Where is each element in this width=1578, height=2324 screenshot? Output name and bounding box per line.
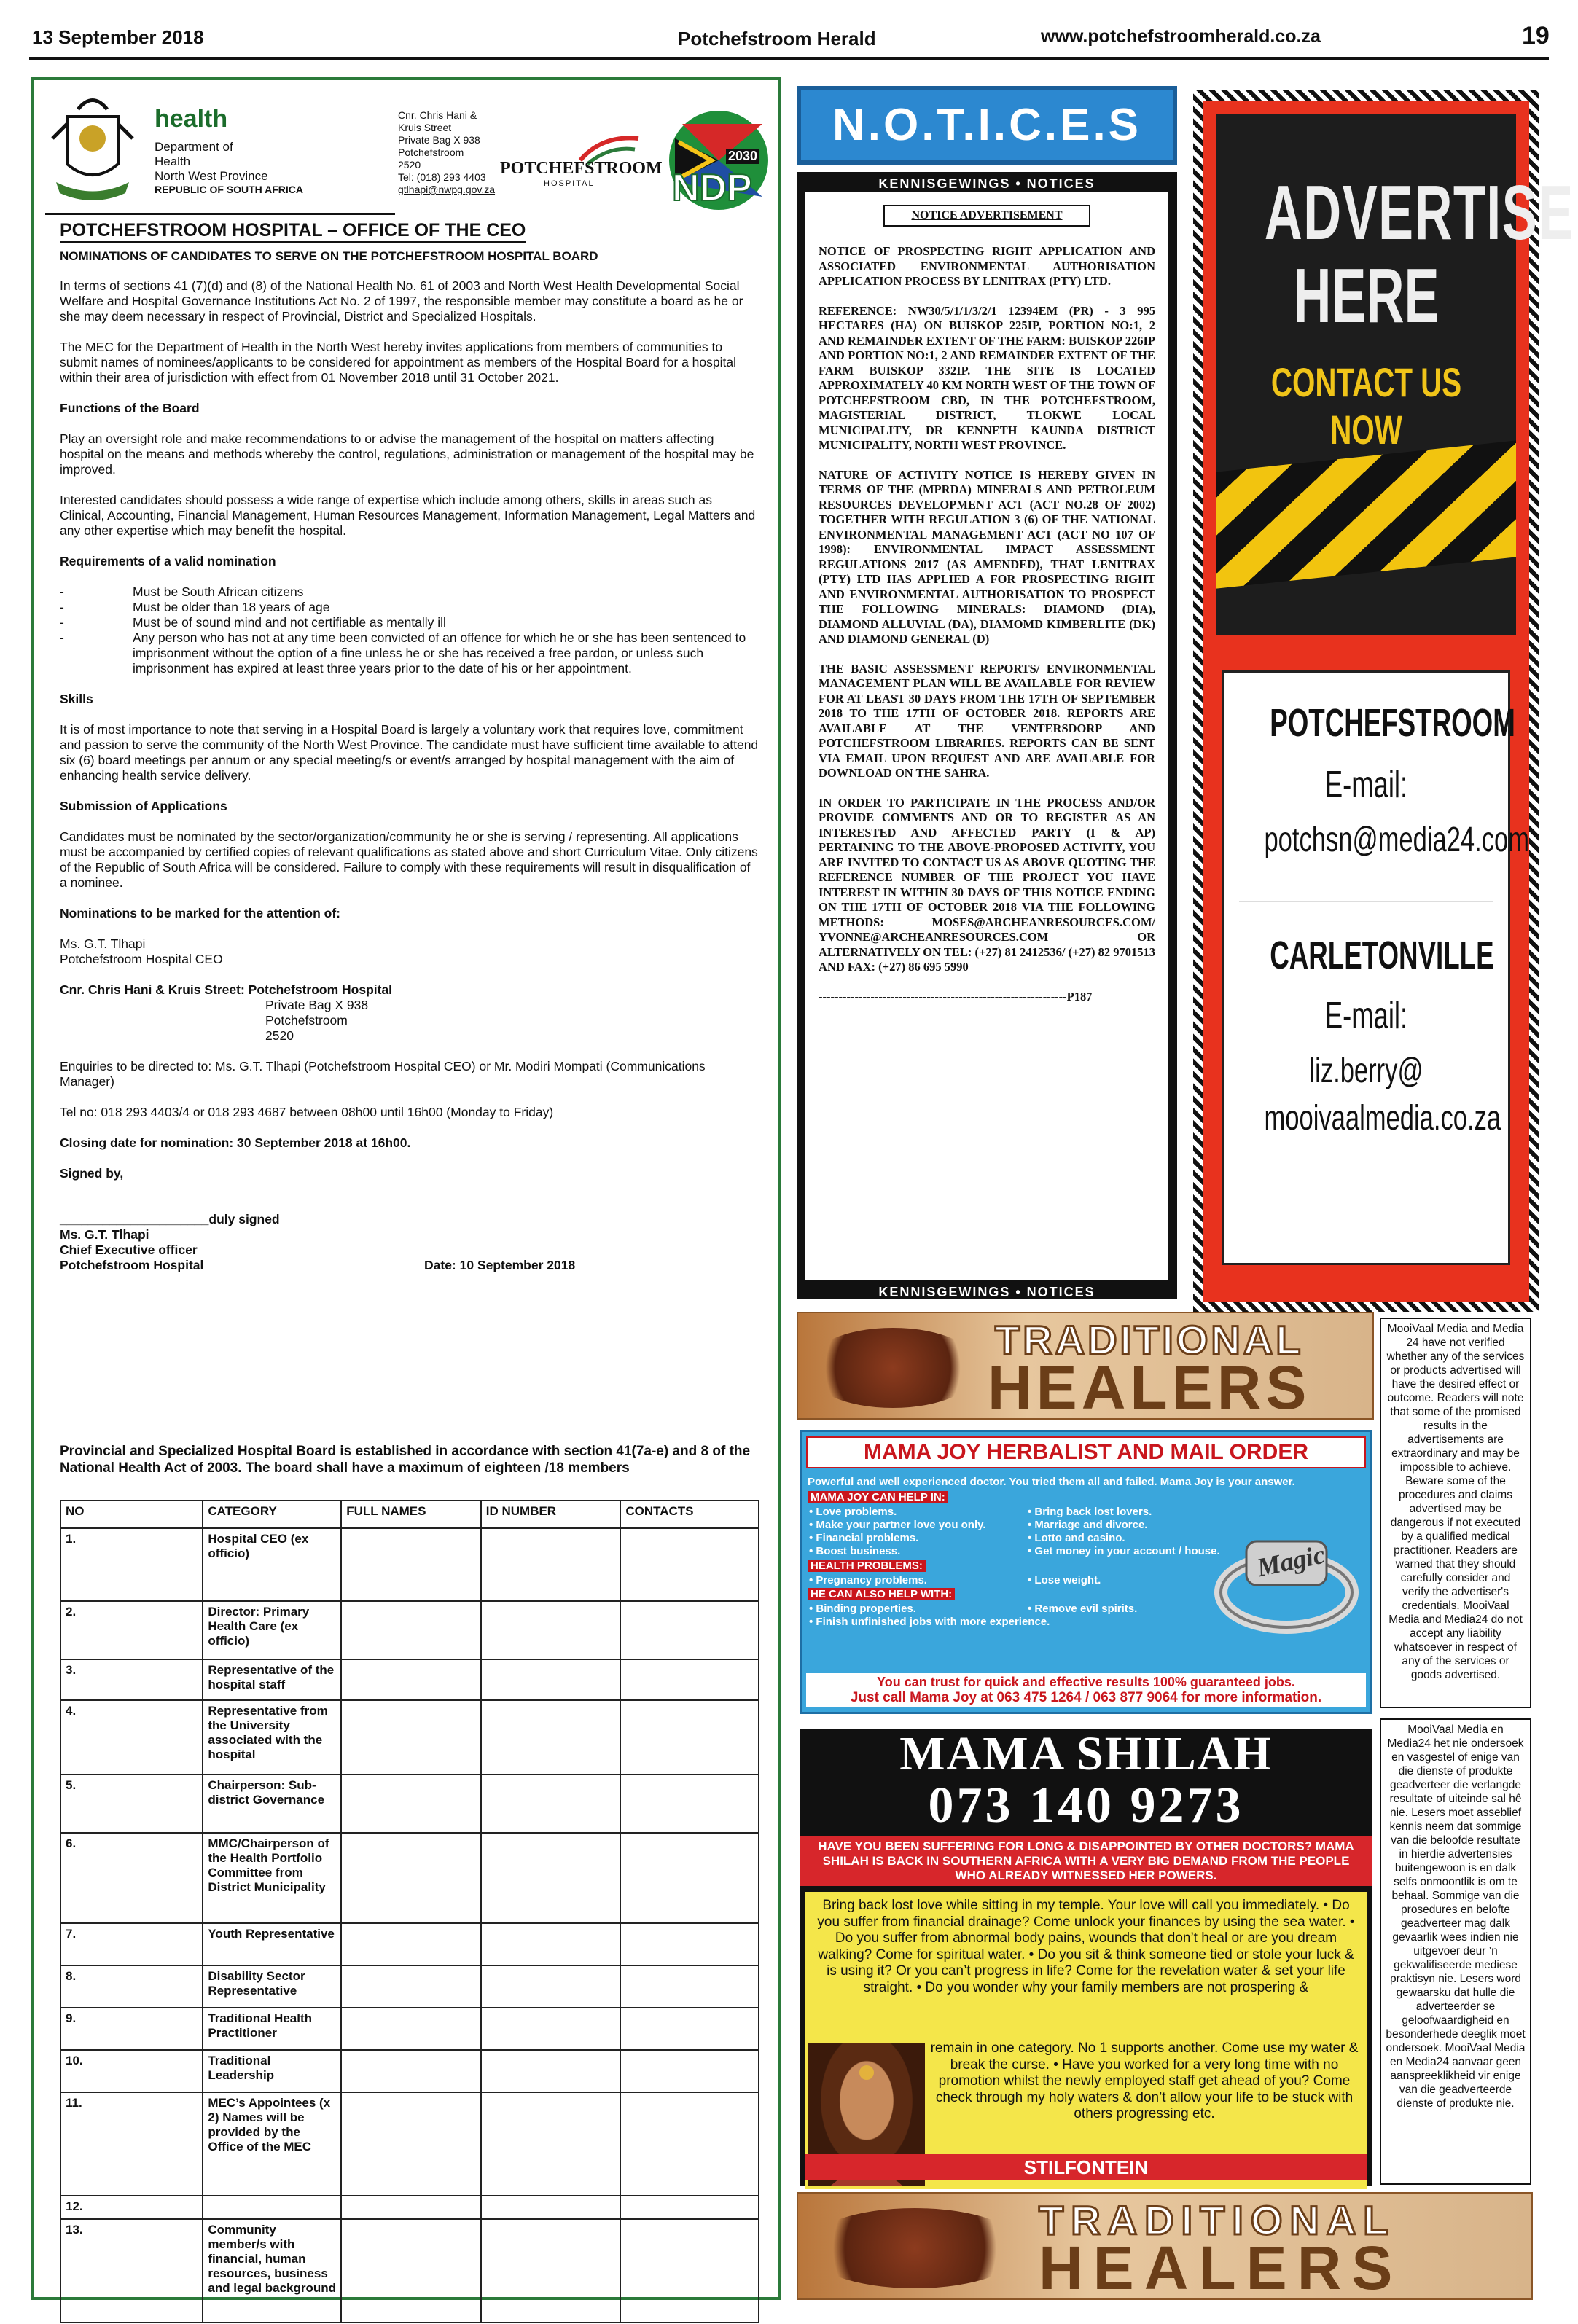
advert-board <box>1216 114 1574 635</box>
list-item: - Must be of sound mind and not certifiable as mentally ill <box>60 615 446 630</box>
row-category: MMC/Chairperson of the Health Portfolio Committee from District Municipality <box>203 1833 341 1923</box>
id-number-cell[interactable] <box>481 1833 621 1923</box>
row-number: 11. <box>60 2092 203 2196</box>
mama-joy-title-bar <box>806 1436 1366 1468</box>
advert-line3[interactable]: CONTACT US NOW <box>1270 359 1462 453</box>
healers-word1: TRADITIONAL <box>1039 2197 1396 2243</box>
notice-title: NOTICE ADVERTISEMENT <box>911 209 1063 222</box>
section-heading: Nominations to be marked for the attention of: <box>60 906 341 920</box>
table-row <box>60 1923 759 1965</box>
notice-paragraph: REFERENCE: NW30/5/1/1/3/2/1 12394EM (PR) - 3 995 HECTARES (HA) ON BUISKOP 225IP, PORTION NO:1, 2 AND REMAINDER EXTENT OF THE FARM: BUISKOP 226IP AND PORTION NO:1, 2 AND REMAINDER EXTENT OF THE FARM BUISKOP 332IP. THE SITE IS LOCATED APPROXIMATELY 40 KM NORTH WEST OF THE TOWN OF POTCHEFSTROOM CBD, IN THE POTCHEFSTROOM, MAGISTERIAL DISTRICT, TLOKWE LOCAL MUNICIPALITY, DR KENNETH KAUNDA DISTRICT MUNICIPALITY, NORTH WEST PROVINCE. <box>819 303 1155 452</box>
row-number: 8. <box>60 1965 203 2008</box>
also-heading: HE CAN ALSO HELP WITH: <box>808 1588 955 1600</box>
notice-title: POTCHEFSTROOM HOSPITAL – OFFICE OF THE CEO <box>60 220 526 243</box>
full-names-cell[interactable] <box>341 2219 481 2323</box>
service-item: • Make your partner love you only. <box>809 1519 986 1531</box>
row-number: 9. <box>60 2008 203 2050</box>
shilah-town: STILFONTEIN <box>805 2154 1367 2180</box>
id-number-cell[interactable] <box>481 1923 621 1965</box>
shilah-body-side: remain in one category. No 1 supports another. Come use my water & break the curse. • Have you worked for a very long time with no promotion whilst the newly employed staff get ahead of you? Come check through my holy waters & don’t allow your life to be stuck with others progressing etc. <box>930 2041 1359 2121</box>
signed-by: Signed by, <box>60 1166 124 1181</box>
signatory-name: Ms. G.T. Tlhapi <box>60 1227 149 1242</box>
notices-strip-top: KENNISGEWINGS • NOTICES <box>878 176 1095 191</box>
disclaimer-afrikaans: MooiVaal Media en Media24 het nie ondersoek en vasgestel of enige van die dienste of produkte geadverteer die verlangde resultate of uiteinde sal hê nie. Lesers moet asseblief kennis neem dat sommige van die beloofde resultate in hierdie advertensies buitengewoon is en dalk selfs onmoontlik is om te behaal. Sommige van die prosedures en belofte geadverteer mag dalk gevaarlik wees indien nie uitgevoer deur ’n gekwalifiseerde mediese praktisyn nie. Lesers word gewaarsku dat hulle die adverteerder se geloofwaardigheid en besonderhede deeglik moet ondersoek. MooiVaal Media en Media24 aanvaar geen aanspreeklikheid vir enige van die geadverteerde dienste of produkte nie. <box>1380 1718 1531 2185</box>
contacts-cell[interactable] <box>620 1528 759 1601</box>
contact-email-label-2: E-mail: <box>1324 995 1408 1037</box>
column-header: CATEGORY <box>203 1501 341 1528</box>
list-item-text: Any person who has not at any time been convicted of an offence for which he or she has been sentenced to imprisonment without the option of a fine unless he or she has received a free pardon, or unless such imprisonment has expired at least three years prior to the date of his or her appointment. <box>133 630 746 676</box>
notice-paragraph: NOTICE OF PROSPECTING RIGHT APPLICATION AND ASSOCIATED ENVIRONMENTAL AUTHORISATION APPLICATION PROCESS BY LENITRAX (PTY) LTD. <box>819 244 1155 288</box>
hospital-notice <box>31 77 781 2300</box>
table-row <box>60 2196 759 2219</box>
contacts-cell[interactable] <box>620 2008 759 2050</box>
contacts-cell[interactable] <box>620 1659 759 1700</box>
notice-paragraph: NATURE OF ACTIVITY NOTICE IS HEREBY GIVEN IN TERMS OF THE (MPRDA) MINERALS AND PETROLEUM RESOURCES DEVELOPMENT ACT (ACT NO.28 OF 2002) TOGETHER WITH REGULATION 3 (6) OF THE NATIONAL ENVIRONMENTAL MANAGEMENT ACT (ACT NO 107 OF 1998): ENVIRONMENTAL IMPACT ASSESSMENT REGULATIONS 2017 (AS AMENDED), THAT LENITRAX (PTY) LTD HAS APPLIED A FOR PROSPECTING RIGHT AND ENVIRONMENTAL AUTHORISATION TO PROSPECT THE FOLLOWING MINERALS: DIAMOND (DIA), DIAMOND ALLUVIAL (DA), DIAMOMD KIMBERLITE (DK) AND DIAMOND GENERAL (D) <box>819 467 1155 646</box>
table-row <box>60 1775 759 1833</box>
address-label: Cnr. Chris Hani & Kruis Street: Potchefstroom Hospital <box>60 982 393 997</box>
id-number-cell[interactable] <box>481 2008 621 2050</box>
contacts-cell[interactable] <box>620 2196 759 2219</box>
mama-joy-help-heading: MAMA JOY CAN HELP IN: <box>808 1491 948 1503</box>
notices-banner <box>797 86 1177 165</box>
board-note: Provincial and Specialized Hospital Board is established in accordance with section 41(7a-e) and 8 of the National Health Act of 2003. The board shall have a maximum of eighteen /18 members <box>60 1444 751 1476</box>
service-item: • Pregnancy problems. <box>809 1574 927 1586</box>
advert-line1: ADVERTISE <box>1264 170 1574 256</box>
notice-subtitle: NOMINATIONS OF CANDIDATES TO SERVE ON THE POTCHEFSTROOM HOSPITAL BOARD <box>60 249 598 263</box>
column-header: ID NUMBER <box>481 1501 621 1528</box>
notice-inner <box>805 192 1168 1280</box>
mama-joy-call[interactable]: Just call Mama Joy at 063 475 1264 / 063 877 9064 for more information. <box>850 1690 1322 1705</box>
section-heading: Functions of the Board <box>60 401 200 415</box>
paragraph: In terms of sections 41 (7)(d) and (8) of the National Health No. 61 of 2003 and North West Health Developmental Social Welfare and Hospital Governance Institutions Act No. 2 of 1997, the responsible member may constitute a board as he or she may deem necessary in respect of Provincial, District and Specialized Hospitals. <box>60 278 743 324</box>
address-line: Kruis Street <box>398 122 452 133</box>
section-heading: Submission of Applications <box>60 799 227 813</box>
notice-paragraph: IN ORDER TO PARTICIPATE IN THE PROCESS AND/OR PROVIDE COMMENTS AND OR TO REGISTER AS AN INTERESTED AND AFFECTED PARTY (I & AP) PERTAINING TO THE ABOVE-PROPOSED ACTIVITY, YOU ARE INVITED TO CONTACT US AS ABOVE QUOTING THE REFERENCE NUMBER OF THE PROJECT YOU HAVE INTEREST IN WITHIN 30 DAYS OF THIS NOTICE ENDING ON THE 17TH OF OCTOBER 2018 VIA THE FOLLOWING METHODS: MOSES@ARCHEANRESOURCES.COM/ YVONNE@ARCHEANRESOURCES.COM OR ALTERNATIVELY ON TEL: (+27) 81 2412536/ (+27) 82 9701513 AND FAX: (+27) 86 695 5990 <box>819 795 1155 974</box>
column-header: FULL NAMES <box>341 1501 481 1528</box>
closing-date: Closing date for nomination: 30 September 2018 at 16h00. <box>60 1135 411 1150</box>
paper-url[interactable]: www.potchefstroomherald.co.za <box>1041 26 1321 47</box>
requirements-list <box>60 584 759 676</box>
contact-email-label-1: E-mail: <box>1324 764 1408 806</box>
notices-banner-text: N.O.T.I.C.E.S <box>832 100 1142 150</box>
full-names-cell[interactable] <box>341 2008 481 2050</box>
table-header-row <box>60 1501 759 1528</box>
id-number-cell[interactable] <box>481 2219 621 2323</box>
service-item: • Financial problems. <box>809 1532 919 1544</box>
row-category: Chairperson: Sub-district Governance <box>203 1775 341 1833</box>
healers-word2: HEALERS <box>1039 2234 1403 2302</box>
paragraph: Interested candidates should possess a wide range of expertise which include among others, skills in areas such as Clinical, Accounting, Financial Management, Human Resources Management, Information Management, Legal Matters and any other expertise which may benefit the hospital. <box>60 493 756 538</box>
row-category: Community member/s with financial, human resources, business and legal background <box>203 2219 341 2323</box>
page-number: 19 <box>1522 22 1550 50</box>
paragraph: The MEC for the Department of Health in the North West hereby invites applications from members of communities to submit names of nominees/applicants to be considered for appointment as members of the Hospital Board for a hospital within their area of jurisdiction with effect from 01 November 2018 until 31 October 2021. <box>60 340 737 385</box>
potch-logo-sub: HOSPITAL <box>544 179 595 188</box>
contact-card <box>1222 670 1530 1265</box>
address-line: Potchefstroom <box>398 146 464 158</box>
full-names-cell[interactable] <box>341 1775 481 1833</box>
notice-text <box>819 244 1155 1004</box>
board-table <box>60 1500 759 2323</box>
signature-line: _____________________duly signed <box>60 1212 280 1226</box>
logo-rule <box>45 213 395 215</box>
nomination-table <box>60 1500 759 2323</box>
paragraph: Play an oversight role and make recommendations to or advise the management of the hospital on matters affecting hospital on the means and methods whereby the control, regulations, administration or management of the hospital may be improved. <box>60 431 754 477</box>
shilah-body <box>805 1892 1367 2189</box>
table-row <box>60 1601 759 1659</box>
row-category: Hospital CEO (ex officio) <box>203 1528 341 1601</box>
full-names-cell[interactable] <box>341 1659 481 1700</box>
address-block-line: Potchefstroom <box>265 1013 348 1028</box>
page-date: 13 September 2018 <box>32 26 204 48</box>
notice-reference: --------------------------------------------------------------P187 <box>819 989 1093 1003</box>
full-names-cell[interactable] <box>341 1700 481 1775</box>
contacts-cell[interactable] <box>620 1833 759 1923</box>
shilah-body-top: Bring back lost love while sitting in my temple. Your love will call you immediately. • Do you suffer from financial drainage? Come unlock your finances by using the sea water. • Do you suffer from abnormal body pains, wounds that don’t heal or are you dream walking? Come for spiritual water. • Do you sit & think someone tied or stole your luck & is using it? Or you can’t progress in life? Come for the revelation water & set your life straight. • Do you wonder why your family members are not prospering & <box>817 1898 1355 1995</box>
ndp-text: NDP <box>672 167 752 209</box>
full-names-cell[interactable] <box>341 1965 481 2008</box>
potch-hospital-logo <box>500 131 663 189</box>
address-line[interactable]: gtlhapi@nwpg.gov.za <box>398 184 496 195</box>
id-number-cell[interactable] <box>481 1700 621 1775</box>
advert-inner <box>1203 101 1574 1302</box>
contact-city-1: POTCHEFSTROOM <box>1270 701 1515 745</box>
logo-line1: Department of <box>155 140 233 154</box>
table-row <box>60 1528 759 1601</box>
row-number: 6. <box>60 1833 203 1923</box>
mortar-icon <box>805 1328 980 1408</box>
contacts-cell[interactable] <box>620 1775 759 1833</box>
notice-paragraph: THE BASIC ASSESSMENT REPORTS/ ENVIRONMENTAL MANAGEMENT PLAN WILL BE AVAILABLE FOR REVIEW FOR AT LEAST 30 DAYS FROM THE 17TH OF SEPTEMBER 2018 TO THE 17TH OF OCTOBER 2018. REPORTS ARE AVAILABLE AT THE VENTERSDORP AND POTCHEFSTROOM LIBRARIES. REPORTS CAN BE SENT VIA EMAIL UPON REQUEST AND ARE AVAILABLE FOR DOWNLOAD ON THE SAHRA. <box>819 661 1155 780</box>
contact-email-1[interactable]: potchsn@media24.com <box>1264 821 1530 859</box>
service-item: • Lose weight. <box>1028 1574 1101 1586</box>
full-names-cell[interactable] <box>341 2050 481 2092</box>
column-header: NO <box>60 1501 203 1528</box>
table-row <box>60 1700 759 1775</box>
contact-divider <box>1239 901 1493 902</box>
table-row <box>60 2050 759 2092</box>
service-item: • Bring back lost lovers. <box>1028 1506 1152 1518</box>
section-heading: Requirements of a valid nomination <box>60 554 276 568</box>
service-item: • Boost business. <box>809 1545 901 1557</box>
logo-line3: North West Province <box>155 169 268 183</box>
hospital-address <box>398 109 495 196</box>
service-item: • Remove evil spirits. <box>1028 1603 1138 1615</box>
row-number: 7. <box>60 1923 203 1965</box>
telephone: Tel no: 018 293 4403/4 or 018 293 4687 between 08h00 until 16h00 (Monday to Friday) <box>60 1105 554 1119</box>
row-number: 13. <box>60 2219 203 2323</box>
full-names-cell[interactable] <box>341 2196 481 2219</box>
table-row <box>60 2008 759 2050</box>
mama-joy-ad <box>800 1430 1372 1714</box>
list-item-text: Must be South African citizens <box>133 584 304 599</box>
service-item: • Binding properties. <box>809 1603 916 1615</box>
id-number-cell[interactable] <box>481 2092 621 2196</box>
column-header: CONTACTS <box>620 1501 759 1528</box>
row-category: Director: Primary Health Care (ex officio) <box>203 1601 341 1659</box>
ring-image <box>1210 1519 1363 1636</box>
row-number: 12. <box>60 2196 203 2219</box>
row-number: 2. <box>60 1601 203 1659</box>
ring-text: Magic <box>1254 1539 1328 1583</box>
notice-title-box <box>883 205 1090 227</box>
logo-line4: REPUBLIC OF SOUTH AFRICA <box>155 184 304 195</box>
list-item: - Must be South African citizens <box>60 584 304 599</box>
mama-shilah-ad <box>800 1729 1372 2186</box>
address-line: Cnr. Chris Hani & <box>398 109 477 121</box>
paper-name: Potchefstroom Herald <box>678 28 876 50</box>
service-item: • Lotto and casino. <box>1028 1532 1125 1544</box>
mama-joy-title: MAMA JOY HERBALIST AND MAIL ORDER <box>863 1440 1309 1464</box>
healers-word1: TRADITIONAL <box>995 1317 1304 1363</box>
contact-email-2b[interactable]: mooivaalmedia.co.za <box>1264 1099 1501 1138</box>
row-category: Youth Representative <box>203 1923 341 1965</box>
service-item: • Finish unfinished jobs with more experience. <box>809 1616 1050 1628</box>
row-category: MEC’s Appointees (x 2) Names will be provided by the Office of the MEC <box>203 2092 341 2196</box>
table-row <box>60 2092 759 2196</box>
paragraph: It is of most importance to note that serving in a Hospital Board is largely a voluntary work that requires love, commitment and passion to serve the community of the North West Province. The candidate must have sufficient time available to attend six (6) board meetings per annum or any special meeting/s or event/s arranged by hospital management with the aim of enhancing health service delivery. <box>60 722 759 783</box>
logo-line2: Health <box>155 154 191 168</box>
address-line: Private Bag X 938 <box>398 134 480 146</box>
ndp-year: 2030 <box>726 149 759 164</box>
potch-logo-text: POTCHEFSTROOM <box>500 159 663 178</box>
row-number: 5. <box>60 1775 203 1833</box>
id-number-cell[interactable] <box>481 1601 621 1659</box>
table-row <box>60 2219 759 2323</box>
service-item: • Marriage and divorce. <box>1028 1519 1148 1531</box>
coat-of-arms-icon <box>45 95 140 204</box>
contacts-cell[interactable] <box>620 1965 759 2008</box>
row-category: Disability Sector Representative <box>203 1965 341 2008</box>
service-item: • Get money in your account / house. <box>1028 1545 1220 1557</box>
row-number: 3. <box>60 1659 203 1700</box>
id-number-cell[interactable] <box>481 2196 621 2219</box>
healers-banner-bottom <box>797 2192 1533 2300</box>
signature-date: Date: 10 September 2018 <box>424 1258 576 1272</box>
address-line: Tel: (018) 293 4403 <box>398 171 486 183</box>
row-category: Representative from the University associated with the hospital <box>203 1700 341 1775</box>
attention-line: Ms. G.T. Tlhapi <box>60 936 146 951</box>
advert-frame <box>1193 90 1574 1312</box>
advert-line2: HERE <box>1293 253 1440 339</box>
mama-joy-footer <box>806 1673 1366 1707</box>
mortar-icon <box>805 2208 1024 2288</box>
table-row <box>60 1965 759 2008</box>
contacts-cell[interactable] <box>620 1601 759 1659</box>
healers-word2: HEALERS <box>988 1353 1311 1422</box>
ndp-logo <box>660 109 777 211</box>
shilah-phone[interactable]: 073 140 9273 <box>928 1777 1244 1834</box>
full-names-cell[interactable] <box>341 1528 481 1601</box>
healers-banner-top <box>797 1312 1374 1420</box>
full-names-cell[interactable] <box>341 1833 481 1923</box>
id-number-cell[interactable] <box>481 1528 621 1601</box>
contacts-cell[interactable] <box>620 2092 759 2196</box>
contact-city-2: CARLETONVILLE <box>1270 934 1494 977</box>
shilah-banner: HAVE YOU BEEN SUFFERING FOR LONG & DISAPPOINTED BY OTHER DOCTORS? MAMA SHILAH IS BACK IN SOUTHERN AFRICA WITH A VERY BIG DEMAND FROM THE PEOPLE WHO ALREADY WITNESSED HER POWERS. <box>800 1836 1372 1886</box>
paragraph: Candidates must be nominated by the sector/organization/community he or she is serving / representing. All applications must be accompanied by certified copies of relevant qualifications as stated above and short Curriculum Vitae. Only citizens of the Republic of South Africa will be considered. Failure to comply with these requirements will result in disqualification of a nominee. <box>60 829 758 890</box>
full-names-cell[interactable] <box>341 1601 481 1659</box>
address-block-line: Private Bag X 938 <box>265 998 369 1012</box>
row-category: Traditional Leadership <box>203 2050 341 2092</box>
table-row <box>60 1833 759 1923</box>
full-names-cell[interactable] <box>341 2092 481 2196</box>
contacts-cell[interactable] <box>620 1923 759 1965</box>
list-item: - Any person who has not at any time been convicted of an offence for which he or she has been sentenced to imprisonment without the option of a fine unless he or she has received a free pardon, or unless such imprisonment has expired at least three years prior to the date of his or her appointment. <box>60 630 759 676</box>
row-category <box>203 2196 341 2219</box>
row-number: 1. <box>60 1528 203 1601</box>
attention-line: Potchefstroom Hospital CEO <box>60 952 223 966</box>
row-category: Traditional Health Practitioner <box>203 2008 341 2050</box>
health-heading: HEALTH PROBLEMS: <box>808 1560 926 1572</box>
table-row <box>60 1659 759 1700</box>
list-item-text: Must be older than 18 years of age <box>133 600 330 614</box>
contacts-cell[interactable] <box>620 2219 759 2323</box>
contacts-cell[interactable] <box>620 2050 759 2092</box>
id-number-cell[interactable] <box>481 1775 621 1833</box>
signatory-title: Chief Executive officer <box>60 1243 198 1257</box>
row-category: Representative of the hospital staff <box>203 1659 341 1700</box>
logo-health: health <box>155 105 228 133</box>
id-number-cell[interactable] <box>481 1965 621 2008</box>
list-item-text: Must be of sound mind and not certifiable as mentally ill <box>133 615 446 630</box>
section-heading: Skills <box>60 692 93 706</box>
enquiries: Enquiries to be directed to: Ms. G.T. Tlhapi (Potchefstroom Hospital CEO) or Mr. Modiri Mompati (Communications Manager) <box>60 1059 706 1089</box>
notices-box <box>797 172 1177 1299</box>
full-names-cell[interactable] <box>341 1923 481 1965</box>
magic-ring-icon <box>1210 1519 1363 1636</box>
header-rule <box>29 57 1549 60</box>
address-line: 2520 <box>398 159 421 171</box>
notice-body <box>60 278 759 1273</box>
row-number: 4. <box>60 1700 203 1775</box>
hazard-stripes <box>1216 440 1516 588</box>
mama-joy-subtitle: Powerful and well experienced doctor. You tried them all and failed. Mama Joy is your answer. <box>808 1476 1295 1488</box>
shilah-name: MAMA SHILAH <box>899 1727 1273 1780</box>
id-number-cell[interactable] <box>481 2050 621 2092</box>
address-block-line: 2520 <box>265 1028 294 1043</box>
signatory-org: Potchefstroom Hospital <box>60 1258 204 1272</box>
signatory-org-row <box>60 1258 759 1273</box>
contact-email-2a[interactable]: liz.berry@ <box>1309 1052 1423 1090</box>
mama-joy-trust: You can trust for quick and effective results 100% guaranteed jobs. <box>877 1675 1295 1689</box>
row-number: 10. <box>60 2050 203 2092</box>
list-item: - Must be older than 18 years of age <box>60 600 330 614</box>
contacts-cell[interactable] <box>620 1700 759 1775</box>
disclaimer-english: MooiVaal Media and Media 24 have not verified whether any of the services or products advertised will have the desired effect or outcome. Readers will note that some of the promised results in the advertisements are extraordinary and may be impossible to achieve. Beware some of the procedures and claims advertised may be dangerous if not executed by a qualified medical practitioner. Readers are warned that they should carefully consider and verify the advertiser's credentials. MooiVaal Media and Media24 do not accept any liability whatsoever in respect of any of the services or goods advertised. <box>1380 1318 1531 1708</box>
id-number-cell[interactable] <box>481 1659 621 1700</box>
health-logo <box>45 95 395 226</box>
service-item: • Love problems. <box>809 1506 897 1518</box>
notices-strip-bottom: KENNISGEWINGS • NOTICES <box>878 1285 1095 1299</box>
